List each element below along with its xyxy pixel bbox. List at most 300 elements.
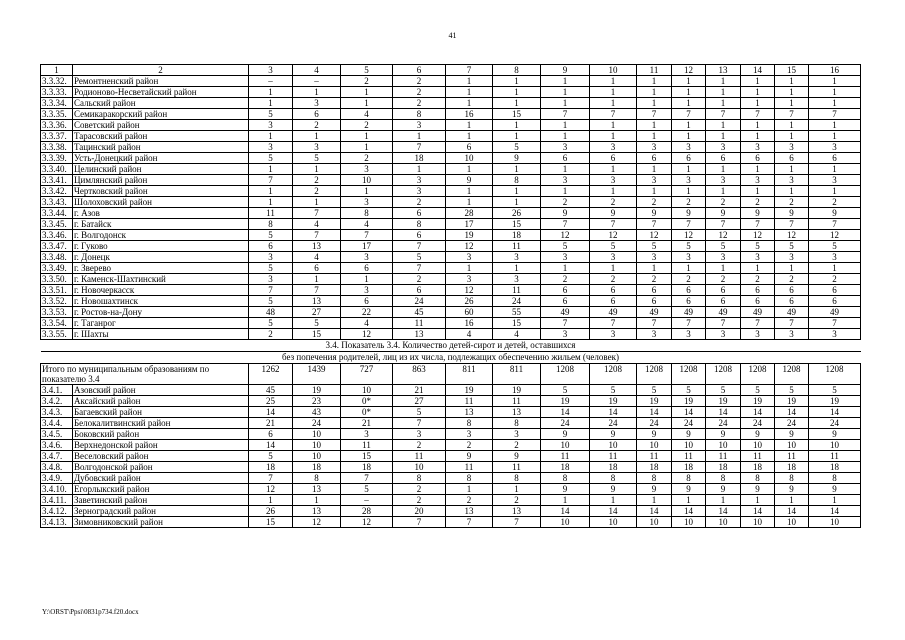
value-cell: 6 bbox=[672, 153, 706, 164]
value-cell: 1 bbox=[249, 87, 293, 98]
column-number: 16 bbox=[809, 65, 861, 76]
table-row bbox=[41, 517, 861, 528]
value-cell: 11 bbox=[775, 451, 809, 462]
value-cell: 21 bbox=[393, 385, 446, 396]
value-cell: 4 bbox=[341, 109, 393, 120]
value-cell: 5 bbox=[637, 385, 672, 396]
value-cell: 1 bbox=[637, 495, 672, 506]
value-cell: 2 bbox=[393, 495, 446, 506]
value-cell: 9 bbox=[493, 451, 541, 462]
value-cell: 5 bbox=[637, 241, 672, 252]
value-cell: 3 bbox=[493, 429, 541, 440]
district-name: г. Новошахтинск bbox=[73, 296, 249, 307]
value-cell: 14 bbox=[590, 506, 637, 517]
value-cell: 13 bbox=[446, 506, 493, 517]
value-cell: 24 bbox=[590, 418, 637, 429]
value-cell: 2 bbox=[775, 274, 809, 285]
district-name: Верхнедонской район bbox=[73, 440, 249, 451]
district-name: Дубовский район bbox=[73, 473, 249, 484]
value-cell: 1 bbox=[446, 98, 493, 109]
value-cell: 1 bbox=[637, 120, 672, 131]
value-cell: 3 bbox=[637, 142, 672, 153]
value-cell: 7 bbox=[637, 318, 672, 329]
value-cell: 21 bbox=[249, 418, 293, 429]
value-cell: 1 bbox=[706, 120, 741, 131]
value-cell: 6 bbox=[637, 296, 672, 307]
value-cell: 14 bbox=[741, 407, 775, 418]
value-cell: 5 bbox=[249, 318, 293, 329]
value-cell: 7 bbox=[637, 219, 672, 230]
value-cell: 6 bbox=[809, 153, 861, 164]
value-cell: 1 bbox=[672, 87, 706, 98]
district-name: Зимовниковский район bbox=[73, 517, 249, 528]
value-cell: 1 bbox=[672, 495, 706, 506]
district-name: Семикаракорский район bbox=[73, 109, 249, 120]
value-cell: 1 bbox=[672, 131, 706, 142]
table-row bbox=[41, 318, 861, 329]
value-cell: 5 bbox=[741, 241, 775, 252]
value-cell: 1 bbox=[590, 98, 637, 109]
row-code: 3.3.33. bbox=[41, 87, 73, 98]
district-name: г. Азов bbox=[73, 208, 249, 219]
value-cell: 2 bbox=[541, 274, 590, 285]
value-cell: 26 bbox=[493, 208, 541, 219]
value-cell: 8 bbox=[541, 473, 590, 484]
value-cell: 18 bbox=[393, 153, 446, 164]
value-cell: 9 bbox=[672, 429, 706, 440]
value-cell: 1 bbox=[541, 120, 590, 131]
value-cell: 3 bbox=[706, 329, 741, 340]
value-cell: 10 bbox=[541, 517, 590, 528]
value-cell: 14 bbox=[706, 407, 741, 418]
value-cell: 1 bbox=[341, 274, 393, 285]
value-cell: 6 bbox=[775, 153, 809, 164]
value-cell: 1 bbox=[446, 164, 493, 175]
value-cell: 2 bbox=[393, 87, 446, 98]
value-cell: 3 bbox=[541, 175, 590, 186]
value-cell: 6 bbox=[393, 285, 446, 296]
value-cell: 7 bbox=[590, 219, 637, 230]
value-cell: 7 bbox=[393, 142, 446, 153]
row-code: 3.3.37. bbox=[41, 131, 73, 142]
value-cell: 14 bbox=[637, 407, 672, 418]
table-row bbox=[41, 385, 861, 396]
value-cell: 11 bbox=[393, 451, 446, 462]
value-cell: 1 bbox=[541, 98, 590, 109]
value-cell: 1 bbox=[637, 186, 672, 197]
table-row bbox=[41, 197, 861, 208]
value-cell: 2 bbox=[393, 484, 446, 495]
value-cell: 18 bbox=[672, 462, 706, 473]
value-cell: 2 bbox=[393, 440, 446, 451]
value-cell: 9 bbox=[541, 429, 590, 440]
value-cell: 1 bbox=[775, 495, 809, 506]
table-row bbox=[41, 484, 861, 495]
value-cell: 7 bbox=[293, 230, 341, 241]
value-cell: 3 bbox=[249, 252, 293, 263]
value-cell: 10 bbox=[293, 429, 341, 440]
value-cell: 1 bbox=[775, 186, 809, 197]
value-cell: 5 bbox=[341, 484, 393, 495]
value-cell: 1 bbox=[672, 263, 706, 274]
value-cell: 3 bbox=[672, 175, 706, 186]
row-code: 3.4.7. bbox=[41, 451, 73, 462]
column-number: 10 bbox=[590, 65, 637, 76]
district-name: Усть-Донецкий район bbox=[73, 153, 249, 164]
value-cell: 12 bbox=[541, 230, 590, 241]
column-number: 6 bbox=[393, 65, 446, 76]
value-cell: 18 bbox=[541, 462, 590, 473]
value-cell: 5 bbox=[590, 241, 637, 252]
value-cell: 12 bbox=[249, 484, 293, 495]
column-number: 13 bbox=[706, 65, 741, 76]
value-cell: 2 bbox=[393, 197, 446, 208]
table-row bbox=[41, 120, 861, 131]
value-cell: 14 bbox=[249, 407, 293, 418]
row-code: 3.3.48. bbox=[41, 252, 73, 263]
value-cell: 1 bbox=[293, 197, 341, 208]
total-value: 1208 bbox=[741, 364, 775, 385]
district-name: Сальский район bbox=[73, 98, 249, 109]
value-cell: 9 bbox=[446, 175, 493, 186]
value-cell: 18 bbox=[741, 462, 775, 473]
value-cell: 3 bbox=[706, 175, 741, 186]
value-cell: 6 bbox=[637, 153, 672, 164]
value-cell: 1 bbox=[706, 164, 741, 175]
value-cell: 11 bbox=[637, 451, 672, 462]
value-cell: 60 bbox=[446, 307, 493, 318]
table-row bbox=[41, 98, 861, 109]
value-cell: 2 bbox=[741, 274, 775, 285]
value-cell: 1 bbox=[809, 263, 861, 274]
value-cell: 1 bbox=[775, 76, 809, 87]
value-cell: 10 bbox=[741, 517, 775, 528]
value-cell: 6 bbox=[741, 296, 775, 307]
value-cell: 9 bbox=[446, 451, 493, 462]
value-cell: 3 bbox=[341, 429, 393, 440]
value-cell: 11 bbox=[493, 396, 541, 407]
value-cell: 6 bbox=[446, 142, 493, 153]
total-row bbox=[41, 364, 861, 385]
value-cell: 2 bbox=[446, 440, 493, 451]
value-cell: 1 bbox=[249, 98, 293, 109]
value-cell: 9 bbox=[741, 429, 775, 440]
column-number: 11 bbox=[637, 65, 672, 76]
value-cell: 11 bbox=[809, 451, 861, 462]
value-cell: 1 bbox=[493, 87, 541, 98]
value-cell: 8 bbox=[590, 473, 637, 484]
value-cell: 1 bbox=[493, 263, 541, 274]
value-cell: 1 bbox=[493, 197, 541, 208]
value-cell: 24 bbox=[393, 296, 446, 307]
value-cell: 1 bbox=[706, 186, 741, 197]
value-cell: 3 bbox=[741, 252, 775, 263]
value-cell: 26 bbox=[446, 296, 493, 307]
section-title-row bbox=[41, 352, 861, 364]
value-cell: 19 bbox=[293, 385, 341, 396]
value-cell: 8 bbox=[249, 219, 293, 230]
column-number: 15 bbox=[775, 65, 809, 76]
value-cell: 19 bbox=[637, 396, 672, 407]
district-name: г. Ростов-на-Дону bbox=[73, 307, 249, 318]
value-cell: 19 bbox=[672, 396, 706, 407]
value-cell: 6 bbox=[809, 296, 861, 307]
row-code: 3.3.34. bbox=[41, 98, 73, 109]
value-cell: 6 bbox=[293, 109, 341, 120]
value-cell: 27 bbox=[293, 307, 341, 318]
table-body bbox=[41, 65, 861, 528]
value-cell: 14 bbox=[775, 506, 809, 517]
value-cell: 9 bbox=[672, 484, 706, 495]
value-cell: 13 bbox=[493, 407, 541, 418]
table-row bbox=[41, 175, 861, 186]
value-cell: 8 bbox=[341, 208, 393, 219]
value-cell: 9 bbox=[672, 208, 706, 219]
value-cell: 5 bbox=[249, 296, 293, 307]
value-cell: 8 bbox=[393, 219, 446, 230]
value-cell: 7 bbox=[293, 285, 341, 296]
table-row bbox=[41, 142, 861, 153]
table-row bbox=[41, 219, 861, 230]
value-cell: 1 bbox=[393, 131, 446, 142]
value-cell: 3 bbox=[741, 329, 775, 340]
value-cell: 1 bbox=[809, 76, 861, 87]
value-cell: 7 bbox=[741, 318, 775, 329]
value-cell: 14 bbox=[672, 407, 706, 418]
value-cell: 18 bbox=[809, 462, 861, 473]
row-code: 3.4.8. bbox=[41, 462, 73, 473]
value-cell: 1 bbox=[493, 76, 541, 87]
value-cell: 10 bbox=[637, 517, 672, 528]
value-cell: 7 bbox=[293, 208, 341, 219]
value-cell: 10 bbox=[706, 517, 741, 528]
value-cell: 3 bbox=[809, 252, 861, 263]
section-title: без попечения родителей, лиц из их числа, подлежащих обеспечению жильем (человек) bbox=[41, 352, 861, 364]
value-cell: 5 bbox=[672, 385, 706, 396]
value-cell: 5 bbox=[249, 451, 293, 462]
value-cell: 7 bbox=[493, 517, 541, 528]
value-cell: 17 bbox=[341, 241, 393, 252]
value-cell: 1 bbox=[493, 164, 541, 175]
district-name: Заветинский район bbox=[73, 495, 249, 506]
value-cell: 3 bbox=[393, 120, 446, 131]
column-number: 5 bbox=[341, 65, 393, 76]
page-number: 41 bbox=[448, 31, 457, 40]
value-cell: 1 bbox=[590, 131, 637, 142]
row-code: 3.3.54. bbox=[41, 318, 73, 329]
value-cell: 18 bbox=[637, 462, 672, 473]
total-value: 1439 bbox=[293, 364, 341, 385]
value-cell: 1 bbox=[741, 263, 775, 274]
value-cell: 7 bbox=[341, 473, 393, 484]
district-name: Цимлянский район bbox=[73, 175, 249, 186]
table-row bbox=[41, 418, 861, 429]
value-cell: 6 bbox=[809, 285, 861, 296]
row-code: 3.4.10. bbox=[41, 484, 73, 495]
value-cell: 5 bbox=[672, 241, 706, 252]
value-cell: 6 bbox=[393, 208, 446, 219]
value-cell: 5 bbox=[393, 407, 446, 418]
value-cell: 7 bbox=[775, 109, 809, 120]
table-row bbox=[41, 495, 861, 506]
row-code: 3.4.1. bbox=[41, 385, 73, 396]
value-cell: 3 bbox=[637, 175, 672, 186]
value-cell: 3 bbox=[775, 252, 809, 263]
value-cell: 14 bbox=[541, 506, 590, 517]
value-cell: 1 bbox=[775, 98, 809, 109]
value-cell: 1 bbox=[590, 76, 637, 87]
value-cell: 1 bbox=[706, 98, 741, 109]
value-cell: 1 bbox=[541, 263, 590, 274]
value-cell: 1 bbox=[637, 164, 672, 175]
value-cell: 8 bbox=[637, 473, 672, 484]
value-cell: 1 bbox=[293, 131, 341, 142]
value-cell: 11 bbox=[493, 241, 541, 252]
value-cell: 3 bbox=[541, 252, 590, 263]
value-cell: 6 bbox=[590, 285, 637, 296]
value-cell: 3 bbox=[393, 186, 446, 197]
value-cell: 1 bbox=[809, 186, 861, 197]
value-cell: 1 bbox=[446, 484, 493, 495]
value-cell: 16 bbox=[446, 109, 493, 120]
value-cell: 3 bbox=[446, 252, 493, 263]
value-cell: 2 bbox=[293, 120, 341, 131]
value-cell: 24 bbox=[741, 418, 775, 429]
value-cell: 55 bbox=[493, 307, 541, 318]
value-cell: 7 bbox=[541, 109, 590, 120]
district-name: г. Батайск bbox=[73, 219, 249, 230]
value-cell: 3 bbox=[249, 274, 293, 285]
value-cell: 6 bbox=[672, 296, 706, 307]
value-cell: 4 bbox=[341, 318, 393, 329]
value-cell: 10 bbox=[775, 517, 809, 528]
value-cell: 1 bbox=[706, 495, 741, 506]
value-cell: 1 bbox=[590, 263, 637, 274]
value-cell: 9 bbox=[541, 208, 590, 219]
value-cell: 10 bbox=[637, 440, 672, 451]
value-cell: 3 bbox=[541, 329, 590, 340]
value-cell: 3 bbox=[775, 329, 809, 340]
total-value: 1208 bbox=[809, 364, 861, 385]
value-cell: 9 bbox=[741, 208, 775, 219]
value-cell: 5 bbox=[249, 263, 293, 274]
value-cell: 2 bbox=[341, 76, 393, 87]
value-cell: 1 bbox=[672, 164, 706, 175]
value-cell: 19 bbox=[706, 396, 741, 407]
total-value: 1208 bbox=[775, 364, 809, 385]
value-cell: 14 bbox=[249, 440, 293, 451]
value-cell: 1 bbox=[672, 120, 706, 131]
district-name: г. Таганрог bbox=[73, 318, 249, 329]
table-row bbox=[41, 164, 861, 175]
value-cell: 2 bbox=[590, 197, 637, 208]
value-cell: 9 bbox=[637, 429, 672, 440]
value-cell: 19 bbox=[775, 396, 809, 407]
value-cell: 1 bbox=[493, 98, 541, 109]
value-cell: 3 bbox=[672, 142, 706, 153]
value-cell: 9 bbox=[775, 208, 809, 219]
column-number: 1 bbox=[41, 65, 73, 76]
total-value: 1208 bbox=[706, 364, 741, 385]
value-cell: 24 bbox=[293, 418, 341, 429]
value-cell: 6 bbox=[293, 263, 341, 274]
table-row bbox=[41, 451, 861, 462]
value-cell: 3 bbox=[590, 175, 637, 186]
value-cell: 7 bbox=[672, 318, 706, 329]
value-cell: 1 bbox=[637, 76, 672, 87]
value-cell: 5 bbox=[706, 241, 741, 252]
row-code: 3.4.9. bbox=[41, 473, 73, 484]
district-name: Аксайский район bbox=[73, 396, 249, 407]
value-cell: 6 bbox=[672, 285, 706, 296]
value-cell: 1 bbox=[446, 87, 493, 98]
value-cell: 15 bbox=[249, 517, 293, 528]
value-cell: 5 bbox=[590, 385, 637, 396]
value-cell: 3 bbox=[393, 175, 446, 186]
value-cell: 1 bbox=[541, 87, 590, 98]
value-cell: 1 bbox=[672, 76, 706, 87]
value-cell: 10 bbox=[775, 440, 809, 451]
table-row bbox=[41, 329, 861, 340]
value-cell: 3 bbox=[493, 274, 541, 285]
value-cell: 3 bbox=[293, 142, 341, 153]
value-cell: 1 bbox=[706, 76, 741, 87]
value-cell: 1 bbox=[590, 164, 637, 175]
value-cell: 7 bbox=[393, 418, 446, 429]
value-cell: 18 bbox=[341, 462, 393, 473]
value-cell: 5 bbox=[741, 385, 775, 396]
value-cell: 1 bbox=[809, 98, 861, 109]
value-cell: 11 bbox=[541, 451, 590, 462]
district-name: г. Новочеркасск bbox=[73, 285, 249, 296]
value-cell: 1 bbox=[741, 186, 775, 197]
value-cell: 13 bbox=[446, 407, 493, 418]
value-cell: 7 bbox=[706, 219, 741, 230]
value-cell: 8 bbox=[493, 175, 541, 186]
column-number: 12 bbox=[672, 65, 706, 76]
value-cell: 2 bbox=[541, 197, 590, 208]
value-cell: 5 bbox=[775, 241, 809, 252]
table-row bbox=[41, 307, 861, 318]
value-cell: 11 bbox=[706, 451, 741, 462]
value-cell: 10 bbox=[541, 440, 590, 451]
table-row bbox=[41, 252, 861, 263]
value-cell: 7 bbox=[809, 219, 861, 230]
value-cell: 3 bbox=[293, 98, 341, 109]
total-value: 811 bbox=[493, 364, 541, 385]
value-cell: 5 bbox=[809, 385, 861, 396]
row-code: 3.3.32. bbox=[41, 76, 73, 87]
value-cell: 0* bbox=[341, 396, 393, 407]
value-cell: 5 bbox=[293, 153, 341, 164]
row-code: 3.3.55. bbox=[41, 329, 73, 340]
value-cell: 12 bbox=[293, 517, 341, 528]
value-cell: 10 bbox=[809, 440, 861, 451]
value-cell: 19 bbox=[541, 396, 590, 407]
value-cell: 5 bbox=[541, 385, 590, 396]
value-cell: 3 bbox=[706, 142, 741, 153]
value-cell: – bbox=[293, 76, 341, 87]
value-cell: 1 bbox=[775, 120, 809, 131]
value-cell: 1 bbox=[775, 263, 809, 274]
value-cell: 7 bbox=[541, 219, 590, 230]
value-cell: 14 bbox=[637, 506, 672, 517]
row-code: 3.4.5. bbox=[41, 429, 73, 440]
value-cell: 14 bbox=[741, 506, 775, 517]
value-cell: 1 bbox=[446, 76, 493, 87]
value-cell: 15 bbox=[341, 451, 393, 462]
value-cell: 3 bbox=[590, 252, 637, 263]
